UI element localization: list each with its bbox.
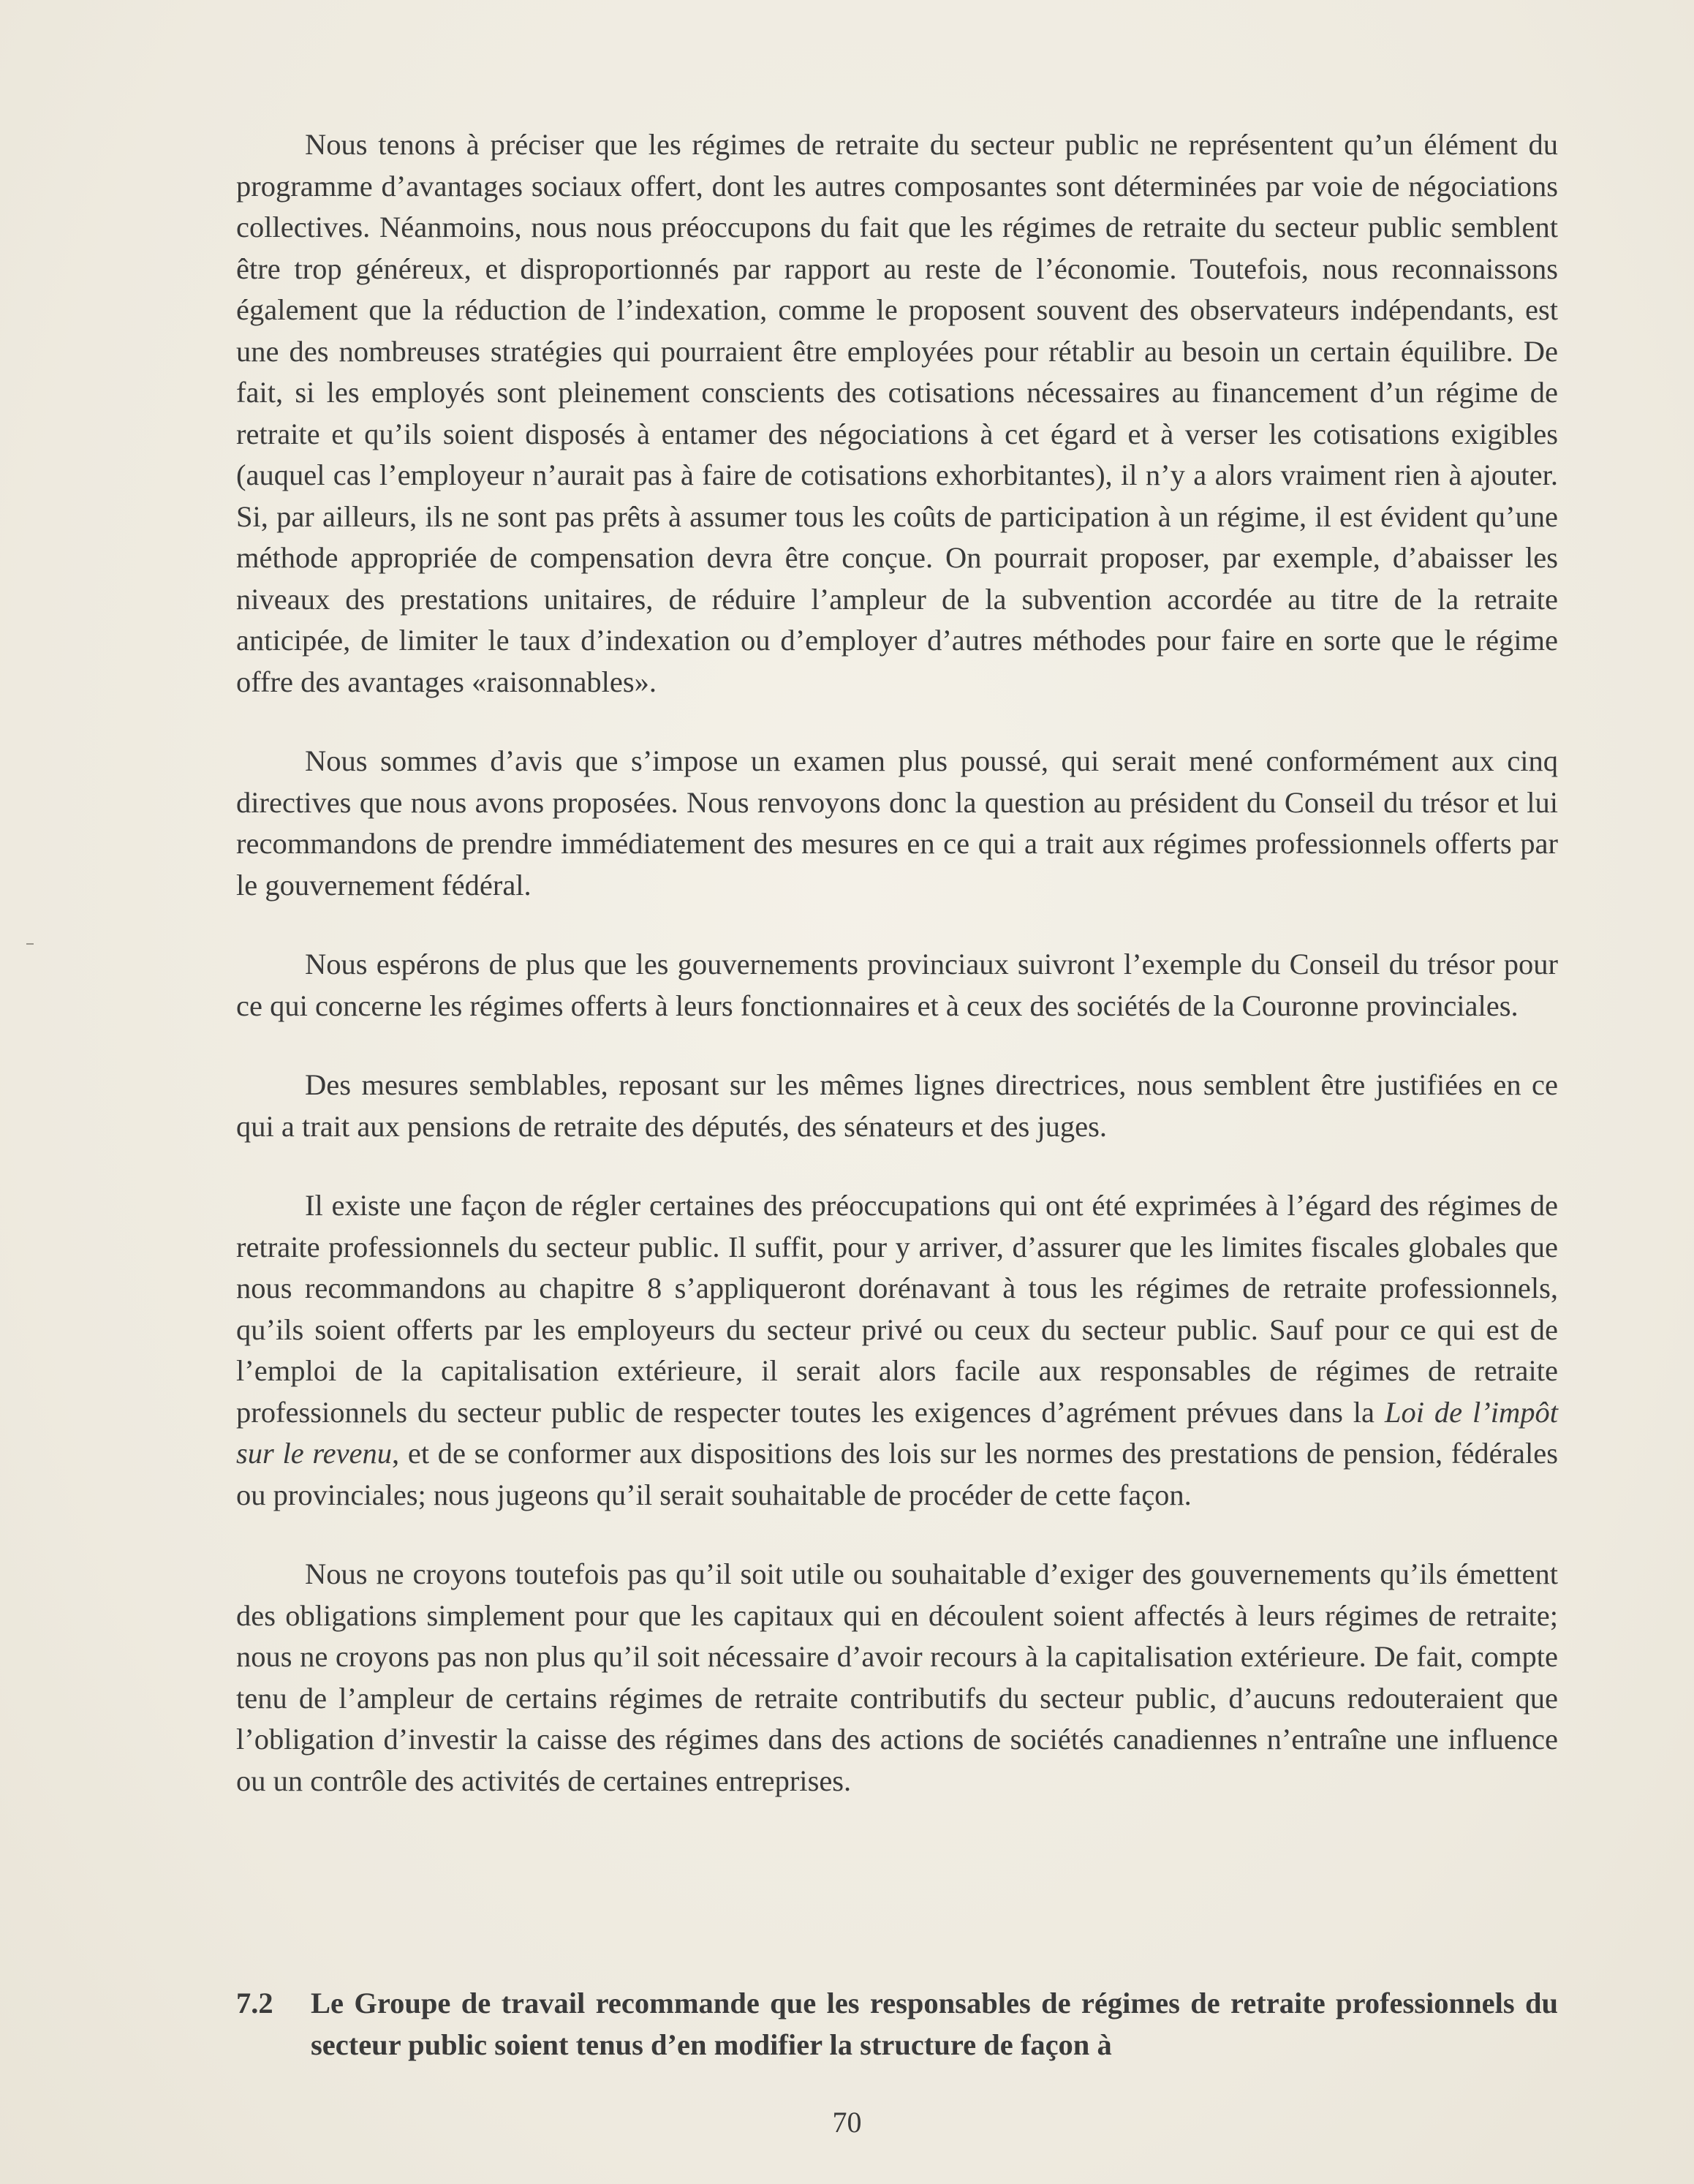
body-text bbox=[236, 124, 1558, 1840]
law-title: Loi de l’impôt sur le revenu bbox=[236, 1395, 1559, 1470]
paragraph-3: Nous espérons de plus que les gouvernements provinciaux suivront l’exemple du Conseil du trésor pour ce qui concerne les régimes offerts à leurs fonctionnaires et à ceux des sociétés de la Couronne provinciales. bbox=[236, 948, 1558, 1022]
paragraph-5-text-before: Il existe une façon de régler certaines des préoccupations qui ont été exprimées à l’égard des régimes de retraite professionnels du secteur public. Il suffit, pour y arriver, d’assurer que les limites fiscales globales que nous recommandons au chapitre 8 s’appliqueront dorénavant à tous les régimes de retraite professionnels, qu’ils soient offerts par les employeurs du secteur privé ou ceux du secteur public. Sauf pour ce qui est de l’emploi de la capitalisation extérieure, il serait alors facile aux responsables de régimes de retraite professionnels du secteur public de respecter toutes les exigences d’agrément prévues dans la bbox=[236, 1189, 1558, 1429]
recommendation-number: 7.2 bbox=[236, 1987, 273, 2019]
paragraph-5 bbox=[236, 1185, 1558, 1516]
recommendation bbox=[236, 1983, 1558, 2066]
paragraph-2: Nous sommes d’avis que s’impose un examen plus poussé, qui serait mené conformément aux cinq directives que nous avons proposées. Nous renvoyons donc la question au président du Conseil du trésor et lui recommandons de prendre immédiatement des mesures en ce qui a trait aux régimes professionnels offerts par le gouvernement fédéral. bbox=[236, 744, 1558, 902]
paragraph-5-text-after: , et de se conformer aux dispositions des lois sur les normes des prestations de pension, fédérales ou provinciales; nous jugeons qu’il serait souhaitable de procéder de cette façon. bbox=[236, 1437, 1558, 1511]
paragraph-6: Nous ne croyons toutefois pas qu’il soit utile ou souhaitable d’exiger des gouvernements qu’ils émettent des obligations simplement pour que les capitaux qui en découlent soient affectés à leurs régimes de retraite; nous ne croyons pas non plus qu’il soit nécessaire d’avoir recours à la capitalisation extérieure. De fait, compte tenu de l’ampleur de certains régimes de retraite contributifs du secteur public, d’aucuns redouteraient que l’obligation d’investir la caisse des régimes dans des actions de sociétés canadiennes n’entraîne une influence ou un contrôle des activités de certaines entreprises. bbox=[236, 1557, 1558, 1797]
scan-mark bbox=[26, 943, 34, 945]
recommendation-text: Le Groupe de travail recommande que les responsables de régimes de retraite professionnels du secteur public soient tenus d’en modifier la structure de façon à bbox=[311, 1987, 1558, 2061]
paragraph-4: Des mesures semblables, reposant sur les mêmes lignes directrices, nous semblent être justifiées en ce qui a trait aux pensions de retraite des députés, des sénateurs et des juges. bbox=[236, 1068, 1558, 1143]
page-number: 70 bbox=[832, 2106, 862, 2139]
paragraph-1: Nous tenons à préciser que les régimes de retraite du secteur public ne représentent qu’un élément du programme d’avantages sociaux offert, dont les autres composantes sont déterminées par voie de négociations collectives. Néanmoins, nous nous préoccupons du fait que les régimes de retraite du secteur public semblent être trop généreux, et disproportionnés par rapport au reste de l’économie. Toutefois, nous reconnaissons également que la réduction de l’indexation, comme le proposent souvent des observateurs indépendants, est une des nombreuses stratégies qui pourraient être employées pour rétablir au besoin un certain équilibre. De fait, si les employés sont pleinement conscients des cotisations nécessaires au financement d’un régime de retraite et qu’ils soient disposés à entamer des négociations à cet égard et à verser les cotisations exigibles (auquel cas l’employeur n’aurait pas à faire de cotisations exhorbitantes), il n’y a alors vraiment rien à ajouter. Si, par ailleurs, ils ne sont pas prêts à assumer tous les coûts de participation à un régime, il est évident qu’une méthode appropriée de compensation devra être conçue. On pourrait proposer, par exemple, d’abaisser les niveaux des prestations unitaires, de réduire l’ampleur de la subvention accordée au titre de la retraite anticipée, de limiter le taux d’indexation ou d’employer d’autres méthodes pour faire en sorte que le régime offre des avantages «raisonnables». bbox=[236, 128, 1558, 698]
